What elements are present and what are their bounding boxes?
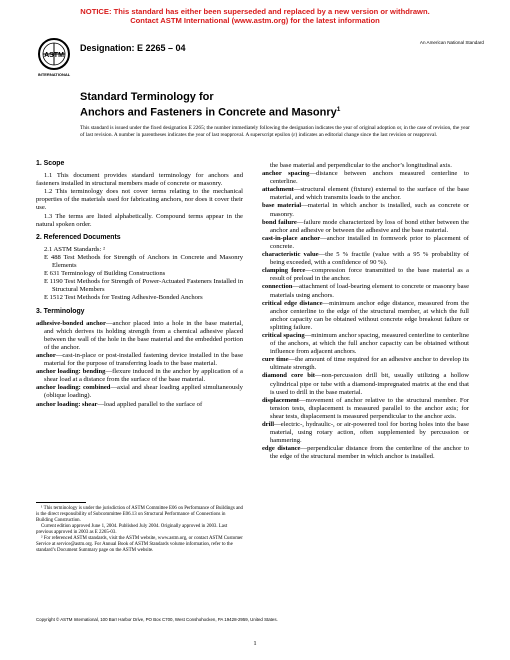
footnote-1: ¹ This terminology is under the jurisdiction of ASTM Committee E06 on Performance of Buildings and is the direct responsibility of Subcommittee E06.13 on Structural Performance of Connections in Building Construction. [36, 506, 244, 523]
definition: anchor loading: shear—load applied parallel to the surface of [36, 400, 203, 408]
scope-para-3: 1.3 The terms are listed alphabetically. Compound terms appear in the natural spoken order. [36, 212, 243, 228]
document-title [80, 91, 340, 119]
scope-para-2: 1.2 This terminology does not cover terms relating to the mechanical properties of the materials used for fabricating anchors, nor does it cover their use. [36, 188, 243, 212]
footnote-rule [36, 502, 86, 503]
right-column [262, 162, 469, 461]
footnote-1-edition: Current edition approved June 1, 2004. Published July 2004. Originally approved in 2003. Last previous approved in 2003 as E 2265-03. [36, 524, 228, 535]
term: edge distance [262, 445, 301, 453]
definition: edge distance—perpendicular distance from the centerline of the anchor to the edge of the structural member in which anchor is installed. [262, 445, 469, 461]
left-column [36, 160, 243, 409]
term: anchor loading: combined [36, 384, 111, 392]
definition: bond failure—failure mode characterized by loss of bond either between the anchor and adhesive or between the adhesive and the base material. [262, 218, 469, 234]
reference-item: E 1512 Test Methods for Testing Adhesive-Bonded Anchors [44, 294, 203, 302]
definition: diamond core bit—non-percussion drill bit, usually utilizing a hollow cylindrical pipe or tube with a diamond-impregnated matrix at the end that is used to drill in the base material. [262, 372, 469, 396]
definition: cast-in-place anchor—anchor installed in formwork prior to placement of concrete. [262, 234, 469, 250]
designation: Designation: E 2265 – 04 [80, 43, 186, 53]
notice-line-2: Contact ASTM International (www.astm.org) for the latest information [130, 16, 380, 25]
definition: displacement—movement of anchor relative to the structural member. For tension tests, displacement is measured parallel to the anchor axis; for shear tests, displacement is measured perpendicular to the anchor axis. [262, 396, 469, 420]
footnote-2: ² For referenced ASTM standards, visit the ASTM website, www.astm.org, or contact ASTM Customer Service at service@astm.org. For Annual Book of ASTM Standards volume information, refer to the standard’s Document Summary page on the ASTM website. [36, 536, 243, 553]
term: base material [262, 202, 302, 210]
title-line-1: Standard Terminology for [80, 91, 214, 103]
definition-continuation: the base material and perpendicular to the anchor’s longitudinal axis. [270, 162, 452, 169]
definition: clamping force—compression force transmitted to the base material as a result of preload in the anchor. [262, 267, 469, 283]
title-footnote-ref[interactable]: 1 [336, 105, 341, 113]
issuance-note: This standard is issued under the fixed designation E 2265; the number immediately following the designation indicates the year of original adoption or, in the case of revision, the year of last revision. A number in parentheses indicates the year of last reapproval. A superscript epsilon (ε) indicates an editorial change since the last revision or reapproval. [80, 125, 470, 138]
footnotes [36, 506, 243, 554]
definition: critical edge distance—minimum anchor edge distance, measured from the anchor centerline to the edge of the structural member, at which the full anchor capacity can be obtained without concrete edge breakout failure or splitting failure. [262, 299, 469, 331]
term: characteristic value [262, 251, 319, 259]
definition: drill—electric-, hydraulic-, or air-powered tool for boring holes into the base material, using rotary action, often supplemented by percussion or hammering. [262, 421, 469, 445]
definition: cure time—the amount of time required for an adhesive anchor to develop its ultimate strength. [262, 356, 469, 372]
term: connection [262, 283, 293, 291]
reference-item: E 631 Terminology of Building Constructions [44, 270, 166, 278]
supersede-notice [0, 7, 510, 25]
definition: base material—material in which anchor is installed, such as concrete or masonry. [262, 202, 470, 218]
definition: anchor—cast-in-place or post-installed fastening device installed in the base material for the purpose of transferring loads to the base material. [36, 351, 243, 368]
section-heading-scope: 1. Scope [36, 160, 65, 167]
term: adhesive-bonded anchor [36, 319, 106, 327]
term: bond failure [262, 218, 297, 226]
term: cure time [262, 356, 289, 364]
logo-text-top: ASTM [44, 52, 64, 59]
notice-line-1: NOTICE: This standard has either been superseded and replaced by a new version or withdrawn. [80, 7, 430, 16]
term: diamond core bit [262, 372, 315, 380]
term: cast-in-place anchor [262, 234, 321, 242]
term: critical edge distance [262, 299, 323, 307]
term: anchor loading: shear [36, 400, 98, 408]
term: drill [262, 421, 275, 428]
page-number: 1 [253, 640, 257, 647]
section-heading-referenced: 2. Referenced Documents [36, 233, 121, 241]
definition: connection—attachment of load-bearing element to concrete or masonry base materials using anchors. [262, 283, 469, 299]
term: attachment [262, 186, 294, 194]
astm-logo-icon [34, 36, 74, 78]
copyright-line: Copyright © ASTM International, 100 Barr Harbor Drive, PO Box C700, West Conshohocken, PA 19428-2959, United States. [36, 617, 278, 622]
definition: critical spacing—minimum anchor spacing, measured centerline to centerline of the anchors, at which the full anchor capacity can be obtained without influence from adjacent anchors. [262, 331, 469, 356]
reference-item: E 1190 Test Methods for Strength of Power-Actuated Fasteners Installed in Structural Members [44, 278, 243, 294]
term: anchor spacing [262, 170, 310, 178]
term: anchor [36, 351, 56, 359]
national-standard-label: An American National Standard [419, 40, 484, 45]
definition: attachment—structural element (fixture) external to the surface of the base material, and which transmits loads to the anchor. [262, 186, 469, 202]
term: displacement [262, 396, 299, 404]
title-line-2: Anchors and Fasteners in Concrete and Masonry$^1$ [80, 105, 341, 119]
reference-item: E 488 Test Methods for Strength of Anchors in Concrete and Masonry Elements [44, 253, 243, 270]
definition: characteristic value—the 5 % fractile (value with a 95 % probability of being exceeded, with a confidence of 90 %). [262, 251, 469, 267]
logo-text-bottom: INTERNATIONAL [37, 72, 71, 77]
astm-standards-sub: 2.1 ASTM Standards: ² [44, 245, 105, 253]
scope-para-1: 1.1 This document provides standard terminology for anchors and fasteners installed in structural members made of concrete or masonry. [36, 172, 243, 188]
term: clamping force [262, 267, 306, 275]
term: anchor loading: bending [36, 368, 106, 376]
definition: anchor spacing—distance between anchors measured centerline to centerline. [262, 170, 469, 186]
definition: anchor loading: combined—axial and shear loading applied simultaneously (oblique loading). [36, 384, 243, 400]
section-heading-terminology: 3. Terminology [36, 307, 85, 315]
term: critical spacing [262, 331, 305, 339]
definition: adhesive-bonded anchor—anchor placed into a hole in the base material, and which derives its holding strength from a chemical adhesive placed between the wall of the hole in the base material and the embedded portion of the anchor. [36, 319, 243, 351]
definition: anchor loading: bending—flexure induced in the anchor by application of a shear load at a distance from the surface of the base material. [36, 368, 243, 384]
